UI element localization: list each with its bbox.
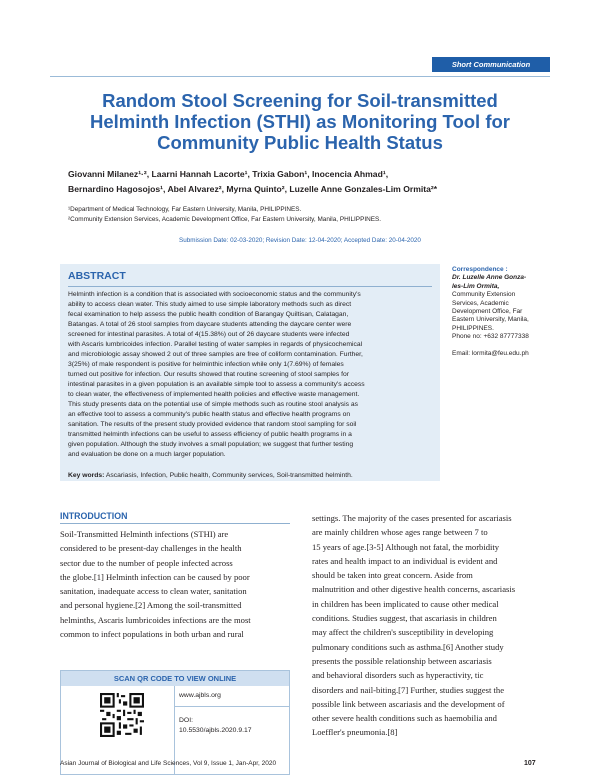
author-line: Bernardino Hagosojos¹, Abel Alvarez², Myrna Quinto², Luzelle Anne Gonzales-Lim Ormita²* bbox=[68, 183, 438, 194]
abstract-line: an effective tool to assess a community's public health status and effective health programs on bbox=[68, 411, 351, 418]
correspondent-address: Development Office, Far bbox=[452, 308, 523, 316]
doi-label: DOI: bbox=[179, 717, 193, 724]
abstract-line: with Ascaris lumbricoides infection. Parallel testing of water samples in regards of physicochemical bbox=[68, 341, 363, 348]
intro-line: and personal hygiene.[2] Among the soil-transmitted bbox=[60, 600, 242, 611]
abstract-line: Batangas. A total of 26 stool samples from daycare students attending the daycare center were bbox=[68, 321, 352, 328]
abstract-divider bbox=[68, 286, 432, 287]
affiliation: ²Community Extension Services, Academic Development Office, Far Eastern University, Manila, PHILIPPINES. bbox=[68, 215, 382, 223]
body-line: and behavioral disorders such as hyperactivity, tic bbox=[312, 670, 484, 681]
correspondent-address: Community Extension bbox=[452, 291, 516, 299]
article-type-label: Short Communication bbox=[451, 60, 531, 69]
abstract-line: and evaluation be done on a much larger population. bbox=[68, 451, 226, 458]
title-line: Community Public Health Status bbox=[157, 132, 443, 153]
abstract-heading: ABSTRACT bbox=[68, 270, 126, 282]
footer-citation: Asian Journal of Biological and Life Sciences, Vol 9, Issue 1, Jan-Apr, 2020 bbox=[60, 760, 277, 767]
spacer bbox=[452, 342, 552, 350]
body-line: settings. The majority of the cases presented for ascariasis bbox=[312, 513, 512, 523]
intro-line: helminths, Ascaris lumbricoides infections are the most bbox=[60, 614, 251, 625]
abstract-line: Helminth infection is a condition that is associated with socioeconomic status and the community's bbox=[68, 291, 361, 298]
body-line: 15 years of age.[3-5] Although not fatal, the morbidity bbox=[312, 541, 500, 552]
body-line: should be taken into great concern. Aside from bbox=[312, 570, 473, 581]
keywords-label: Key words: bbox=[68, 472, 105, 479]
keywords-list: Ascariasis, Infection, Public health, Community services, Soil-transmitted helminth. bbox=[104, 472, 353, 479]
body-line: are mainly children whose ages range between 7 to bbox=[312, 527, 488, 538]
doi-block bbox=[179, 716, 252, 736]
keywords bbox=[68, 472, 434, 479]
qr-heading: SCAN QR CODE TO VIEW ONLINE bbox=[113, 674, 237, 683]
intro-line: sector due to the number of people infected across bbox=[60, 557, 233, 568]
correspondent-name: Dr. Luzelle Anne Gonza- bbox=[452, 274, 527, 282]
correspondent-email[interactable]: Email: lormita@feu.edu.ph bbox=[452, 349, 529, 357]
abstract-line: to clean water, the effectiveness of implemented health policies and effective waste management. bbox=[68, 391, 360, 398]
body-line: Loeffler's pneumonia.[8] bbox=[312, 727, 398, 738]
abstract-line: intestinal parasites in a given population is an available simple tool to assess a community's access bbox=[68, 381, 365, 388]
intro-line: common to infect populations in both urban and rural bbox=[60, 629, 244, 640]
intro-line: Soil-Transmitted Helminth infections (STHI) are bbox=[60, 529, 229, 539]
correspondent-name: les-Lim Ormita, bbox=[452, 282, 500, 290]
title-line: Helminth Infection (STHI) as Monitoring Tool for bbox=[90, 111, 510, 132]
correspondence-block bbox=[452, 266, 552, 358]
correspondent-address: PHILIPPINES. bbox=[452, 324, 494, 332]
qr-code-icon[interactable] bbox=[100, 693, 144, 737]
paper-title bbox=[60, 90, 540, 153]
abstract-line: sanitation. The results of the present study provided evidence that random stool sampling for soil bbox=[68, 421, 357, 428]
abstract-line: This study presents data on the potential use of simple methods such as routine stool analysis as bbox=[68, 401, 359, 408]
body-line: malnutrition and other digestive health concerns, ascariasis bbox=[312, 584, 516, 595]
doi-value[interactable]: 10.5530/ajbls.2020.9.17 bbox=[179, 727, 252, 734]
intro-line: the globe.[1] Helminth infection can be caused by poor bbox=[60, 571, 250, 582]
submission-dates: Submission Date: 02-03-2020; Revision Date: 12-04-2020; Accepted Date: 20-04-2020 bbox=[179, 237, 421, 244]
abstract-line: ability to access clean water. This study aimed to use simple laboratory methods such as direct bbox=[68, 301, 352, 308]
affiliations bbox=[68, 205, 548, 224]
abstract-line: given population. Although the study involves a small population; we suggest that further testing bbox=[68, 441, 354, 448]
journal-url[interactable]: www.ajbls.org bbox=[179, 692, 221, 699]
page-number: 107 bbox=[524, 760, 536, 767]
body-line: conditions. Studies suggest, that ascariasis in children bbox=[312, 613, 497, 624]
intro-line: sanitation, inadequate access to clean water, sanitation bbox=[60, 586, 247, 597]
correspondent-phone: Phone no: +632 87777338 bbox=[452, 333, 529, 341]
right-column-body bbox=[312, 511, 550, 740]
qr-row-divider bbox=[175, 706, 289, 707]
body-line: rates and health impact to an individual is evident and bbox=[312, 555, 498, 566]
correspondence-label: Correspondence : bbox=[452, 266, 508, 273]
body-line: in children has been implicated to cause other medical bbox=[312, 598, 499, 609]
body-line: possible link between ascariasis and the development of bbox=[312, 698, 505, 709]
body-line: presents the possible relationship between ascariasis bbox=[312, 655, 492, 666]
title-line: Random Stool Screening for Soil-transmitted bbox=[102, 90, 498, 111]
correspondent-address: Services, Academic bbox=[452, 299, 509, 307]
body-line: pulmonary conditions such as asthma.[6] Another study bbox=[312, 641, 504, 652]
abstract-body bbox=[68, 290, 434, 460]
body-line: may affect the children's susceptibility in developing bbox=[312, 627, 494, 638]
affiliation: ¹Department of Medical Technology, Far Eastern University, Manila, PHILIPPINES. bbox=[68, 206, 302, 213]
intro-line: considered to be present-day challenges in the health bbox=[60, 543, 242, 554]
article-type-badge bbox=[432, 57, 550, 72]
intro-heading: INTRODUCTION bbox=[60, 511, 128, 521]
abstract-line: 3(25%) of male respondent is positive for helminthic infection while only 1(7.69%) of females bbox=[68, 361, 344, 368]
abstract-line: transmitted helminth infections can be useful to assess efficiency of public health programs in a bbox=[68, 431, 352, 438]
intro-body bbox=[60, 527, 292, 641]
qr-heading-bar bbox=[61, 671, 289, 686]
body-line: other severe health conditions such as haemobilia and bbox=[312, 713, 497, 724]
author-list bbox=[68, 167, 548, 196]
abstract-line: turned out positive for infection. Our results showed that routine screening of stool samples for bbox=[68, 371, 350, 378]
author-line: Giovanni Milanez¹·², Laarni Hannah Lacorte¹, Trixia Gabon¹, Inocencia Ahmad¹, bbox=[68, 169, 389, 179]
correspondent-address: Eastern University, Manila, bbox=[452, 316, 529, 324]
body-line: disorders and nail-biting.[7] Further, studies suggest the bbox=[312, 684, 505, 695]
abstract-line: and microbiologic assay showed 2 out of three samples are free of coliform contamination. Further, bbox=[68, 351, 363, 358]
header-divider bbox=[50, 76, 550, 77]
intro-divider bbox=[60, 523, 290, 524]
abstract-line: fecal examination to help assess the public health condition of Barangay Quiltisan, Calatagan, bbox=[68, 311, 349, 318]
abstract-line: screened for intestinal parasites. A total of 4(15.38%) out of 26 daycare students were infected bbox=[68, 331, 350, 338]
